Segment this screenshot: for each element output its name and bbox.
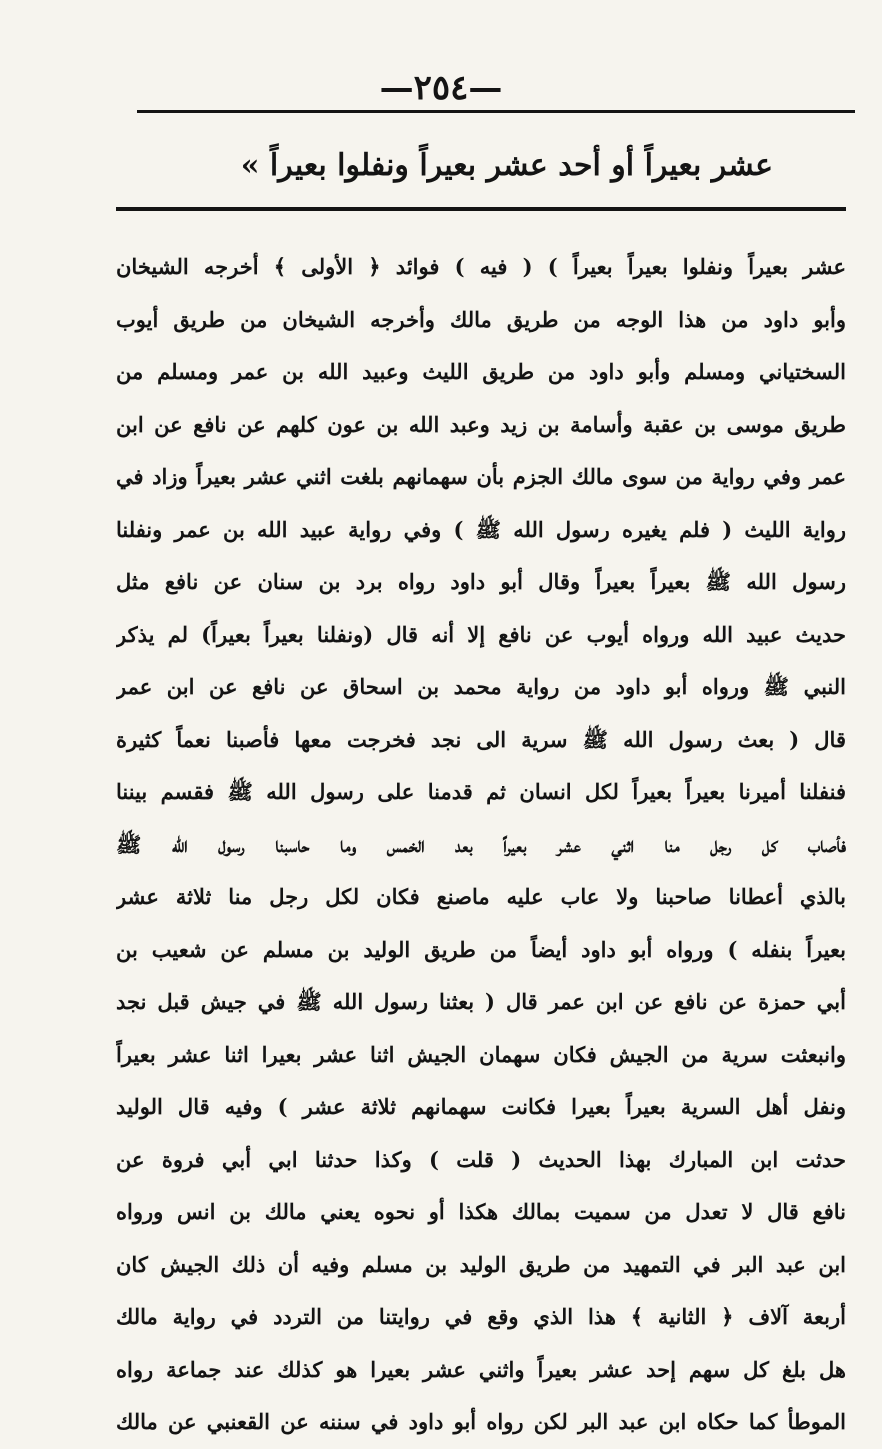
text-line: الموطأ كما حكاه ابن عبد البر لكن رواه أبو داود في سننه عن القعنبي عن مالك [116,1409,846,1434]
text-line: طريق موسى بن عقبة وأسامة بن زيد وعبد الله بن عون كلهم عن نافع عن ابن [116,411,846,437]
text-line: وانبعثت سرية من الجيش فكان سهمان الجيش اثنا عشر بعيرا اثنا عشر بعيراً [116,1041,846,1067]
text-line: حدثت ابن المبارك بهذا الحديث ( قلت ) وكذا حدثنا ابي أبي فروة عن [116,1146,846,1172]
text-line: رواية الليث ( فلم يغيره رسول الله ﷺ ) وفي رواية عبيد الله بن عمر ونفلنا [116,516,846,542]
text-line: ونفل أهل السرية بعيراً بعيرا فكانت سهمانهم ثلاثة عشر ) وفيه قال الوليد [116,1094,846,1119]
text-line: قال ( بعث رسول الله ﷺ سرية الى نجد فخرجت معها فأصبنا نعماً كثيرة [116,726,846,752]
text-line: أبي حمزة عن نافع عن ابن عمر قال ( بعثنا رسول الله ﷺ في جيش قبل نجد [116,989,846,1014]
text-line: بعيراً بنفله ) ورواه أبو داود أيضاً من طريق الوليد بن مسلم عن شعيب بن [116,936,846,962]
text-line: فأصاب كل رجل منا اثني عشر بعيراً بعد الخمس وما حاسبنا رسول الله ﷺ [116,831,846,857]
hadith-text-line: عشر بعيراً أو أحد عشر بعيراً ونفلوا بعيراً » [240,148,773,183]
text-line: رسول الله ﷺ بعيراً بعيراً وقال أبو داود رواه برد بن سنان عن نافع مثل [116,569,846,594]
text-line: حديث عبيد الله ورواه أيوب عن نافع إلا أنه قال (ونفلنا بعيراً بعيراً) لم يذكر [116,621,846,647]
text-line: ابن عبد البر في التمهيد من طريق الوليد بن مسلم وفيه أن ذلك الجيش كان [116,1251,846,1277]
text-line: وأبو داود من هذا الوجه من طريق مالك وأخرجه الشيخان من طريق أيوب [116,306,846,332]
text-line: نافع قال لا تعدل من سميت بمالك هكذا أو نحوه يعني مالك بن انس ورواه [116,1199,846,1224]
text-line: النبي ﷺ ورواه أبو داود من رواية محمد بن اسحاق عن نافع عن ابن عمر [116,674,846,699]
page-number: —٢٥٤— [379,68,503,108]
commentary-text [116,241,846,1449]
text-line: عشر بعيراً ونفلوا بعيراً بعيراً ) ( فيه ) فوائد ﴿ الأولى ﴾ أخرجه الشيخان [116,254,846,279]
text-line: أربعة آلاف ﴿ الثانية ﴾ هذا الذي وقع في روايتنا من التردد في رواية مالك [116,1304,846,1329]
header-rule [137,110,855,113]
text-line: بالذي أعطانا صاحبنا ولا عاب عليه ماصنع فكان لكل رجل منا ثلاثة عشر [116,884,846,909]
section-divider [116,207,846,211]
text-line: فنفلنا أميرنا بعيراً بعيراً لكل انسان ثم قدمنا على رسول الله ﷺ فقسم بيننا [116,779,846,804]
text-line: السختياني ومسلم وأبو داود من طريق الليث وعبيد الله بن عمر ومسلم من [116,359,846,384]
text-line: عمر وفي رواية من سوى مالك الجزم بأن سهمانهم بلغت اثني عشر بعيراً وزاد في [116,464,846,489]
text-line: هل بلغ كل سهم إحد عشر بعيراً واثني عشر بعيرا هو كذلك عند جماعة رواه [116,1356,846,1382]
